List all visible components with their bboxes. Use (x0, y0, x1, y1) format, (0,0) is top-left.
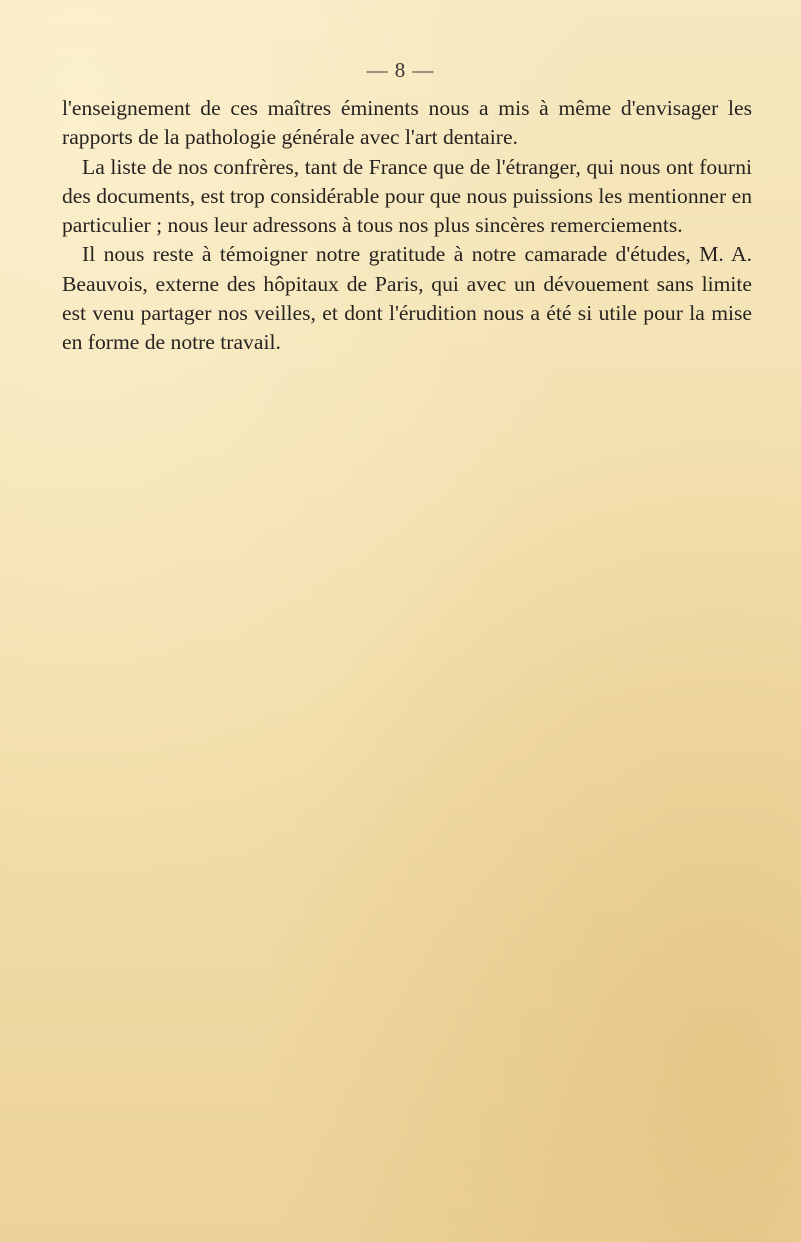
body-text (62, 94, 752, 358)
paragraph-3: Il nous reste à témoigner notre gratitude à notre camarade d'études, M. A. Beauvois, externe des hôpitaux de Paris, qui avec un dévouement sans limite est venu partager nos veilles, et dont l'érudition nous a été si utile pour la mise en forme de notre travail. (62, 242, 752, 355)
page-number: — 8 — (366, 58, 435, 82)
paragraph-1: l'enseignement de ces maîtres éminents nous a mis à même d'envisager les rapports de la pathologie générale avec l'art dentaire. (62, 96, 752, 150)
paragraph-2: La liste de nos confrères, tant de France que de l'étranger, qui nous ont fourni des documents, est trop considérable pour que nous puissions les mentionner en particulier ; nous leur adressons à tous nos plus sincères remerciements. (62, 154, 752, 238)
